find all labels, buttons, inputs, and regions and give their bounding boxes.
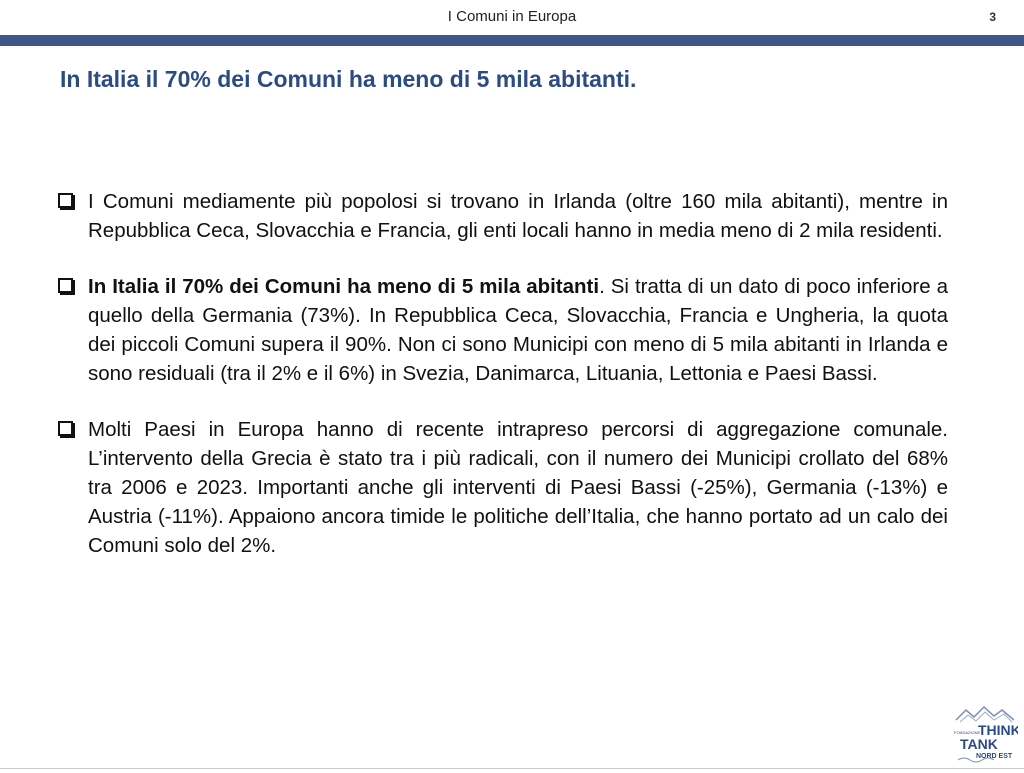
logo-line1: THINK: [978, 722, 1018, 738]
header-bar: [0, 35, 1024, 46]
bullet-item: [58, 415, 948, 560]
bullet-bold-text: In Italia il 70% dei Comuni ha meno di 5 mila abitanti: [88, 275, 600, 298]
checkbox-bullet-icon: [58, 278, 73, 293]
bullet-item: [58, 187, 948, 245]
logo-line3: NORD EST: [976, 753, 1013, 760]
checkbox-bullet-icon: [58, 193, 73, 208]
bullet-item: [58, 272, 948, 388]
bullet-text: Molti Paesi in Europa hanno di recente intrapreso percorsi di aggregazione comunale. L’intervento della Grecia è stato tra i più radicali, con il numero dei Municipi crollato del 68% tra 2006 e 2023. Importanti anche gli interventi di Paesi Bassi (-25%), Germania (-13%) e Austria (-11%). Appaiono ancora timide le politiche dell’Italia, che hanno portato ad un calo dei Comuni solo del 2%.: [88, 418, 948, 557]
header-title: I Comuni in Europa: [447, 8, 577, 25]
bullet-text: I Comuni mediamente più popolosi si trovano in Irlanda (oltre 160 mila abitanti), mentre in Repubblica Ceca, Slovacchia e Francia, gli enti locali hanno in media meno di 2 mila residenti.: [88, 190, 948, 242]
header: [0, 0, 1024, 32]
bullet-text: . Si tratta di un dato di poco inferiore a quello della Germania (73%). In Repubblica Ceca, Slovacchia, Francia e Ungheria, la quota dei piccoli Comuni supera il 90%. Non ci sono Municipi con meno di 5 mila abitanti in Irlanda e sono residuali (tra il 2% e il 6%) in Svezia, Danimarca, Lituania, Lettonia e Paesi Bassi.: [88, 275, 949, 385]
bullet-list: [58, 187, 948, 587]
slide-title: In Italia il 70% dei Comuni ha meno di 5 mila abitanti.: [60, 66, 637, 92]
think-tank-logo: [952, 704, 1018, 764]
page-number: 3: [989, 10, 996, 24]
footer-divider: [0, 768, 1024, 769]
logo-line2: TANK: [960, 736, 998, 752]
logo-small-text: FONDAZIONE: [954, 730, 981, 735]
checkbox-bullet-icon: [58, 421, 73, 436]
mountain-logo-icon: [952, 704, 1018, 764]
